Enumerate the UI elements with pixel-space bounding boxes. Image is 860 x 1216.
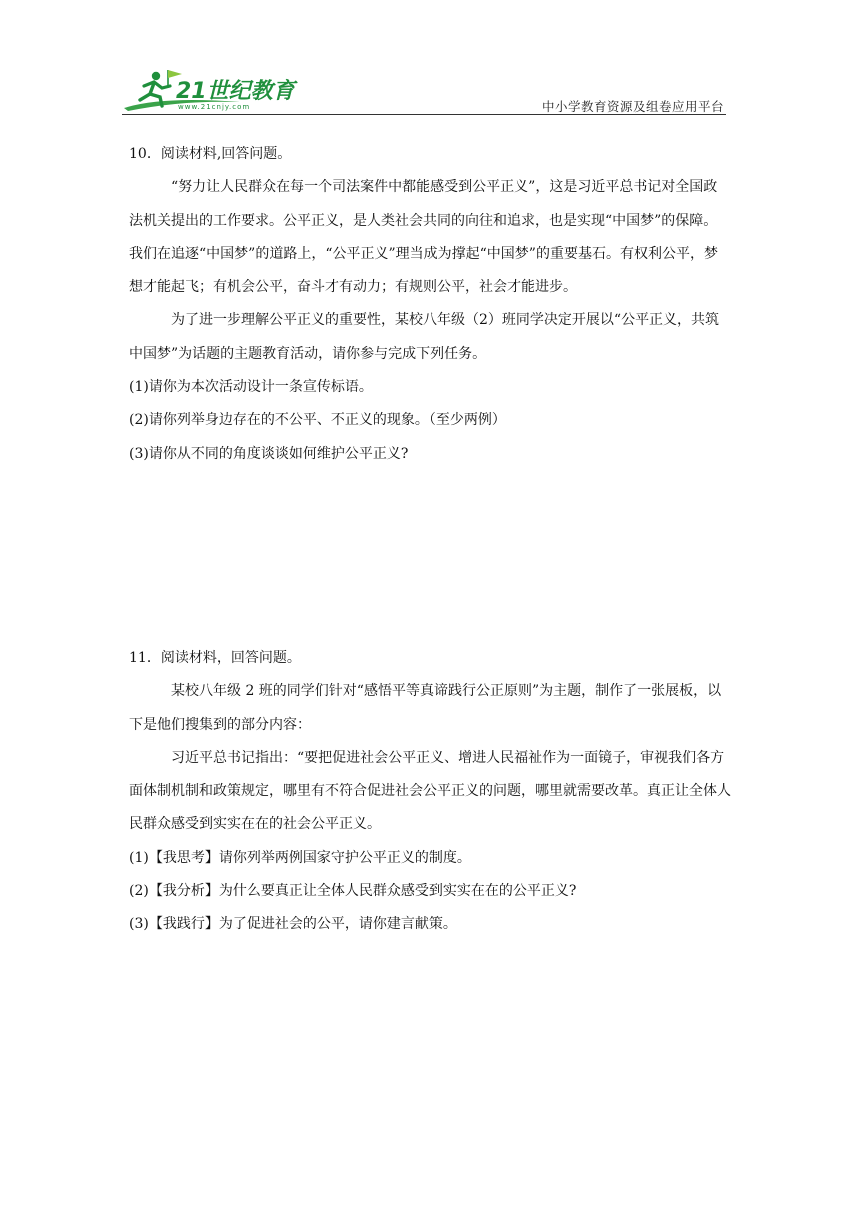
- question-11-sub-3: (3)【我践行】为了促进社会的公平，请你建言献策。: [129, 916, 457, 933]
- question-10-sub-1: (1)请你为本次活动设计一条宣传标语。: [129, 379, 373, 396]
- question-11: [129, 642, 731, 942]
- question-11-title: 11．阅读材料，回答问题。: [129, 650, 301, 666]
- question-11-intro: 某校八年级 2 班的同学们针对“感悟平等真谛践行公正原则”为主题，制作了一张展板，以下是他们搜集到的部分内容：: [129, 683, 722, 733]
- header-divider: [122, 114, 726, 115]
- question-11-sub-1: (1)【我思考】请你列举两例国家守护公平正义的制度。: [129, 849, 471, 866]
- platform-name: 中小学教育资源及组卷应用平台: [541, 99, 724, 114]
- page-header: [122, 66, 726, 116]
- question-11-quote: 习近平总书记指出：“要把促进社会公平正义、增进人民福祉作为一面镜子，审视我们各方面体制机制和政策规定，哪里有不符合促进社会公平正义的问题，哪里就需要改革。真正让全体人民群众感受到实实在在的社会公平正义。: [129, 749, 731, 833]
- question-10-title: 10．阅读材料,回答问题。: [129, 146, 292, 162]
- question-10-task-intro: 为了进一步理解公平正义的重要性，某校八年级（2）班同学决定开展以“公平正义，共筑中国梦”为话题的主题教育活动，请你参与完成下列任务。: [129, 312, 720, 362]
- question-10-sub-2: (2)请你列举身边存在的不公平、不正义的现象。（至少两例）: [129, 412, 506, 429]
- question-10: [129, 138, 731, 471]
- svg-text:www.21cnjy.com: www.21cnjy.com: [178, 103, 251, 111]
- question-11-sub-2: (2)【我分析】为什么要真正让全体人民群众感受到实实在在的公平正义?: [129, 883, 577, 900]
- svg-text:21世纪教育: 21世纪教育: [176, 79, 295, 104]
- site-logo: [122, 66, 322, 114]
- question-10-sub-3: (3)请你从不同的角度谈谈如何维护公平正义?: [129, 445, 409, 462]
- question-10-material: “努力让人民群众在每一个司法案件中都能感受到公平正义”，这是习近平总书记对全国政法机关提出的工作要求。公平正义，是人类社会共同的向往和追求，也是实现“中国梦”的保障。我们在追逐“中国梦”的道路上，“公平正义”理当成为撑起“中国梦”的重要基石。有权利公平，梦想才能起飞；有机会公平，奋斗才有动力；有规则公平，社会才能进步。: [129, 179, 718, 296]
